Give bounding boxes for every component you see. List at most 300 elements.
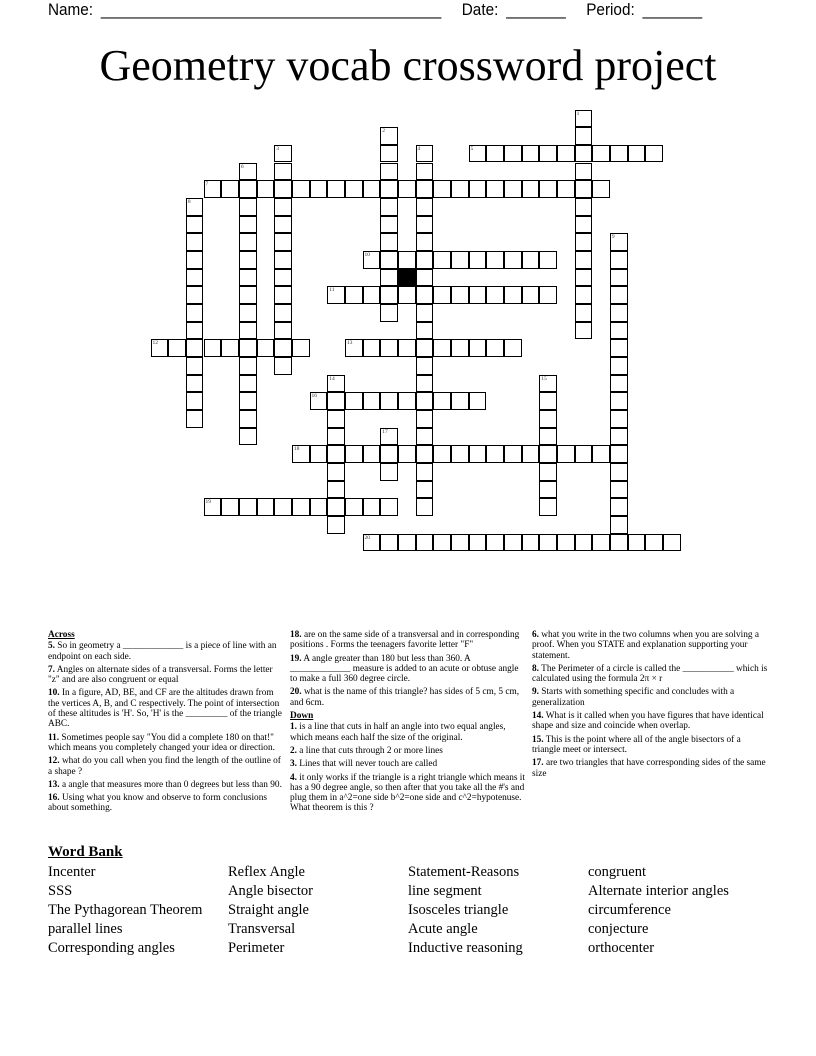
grid-cell[interactable] xyxy=(380,304,398,322)
grid-cell[interactable] xyxy=(557,534,575,552)
down-heading: Down xyxy=(290,711,314,722)
grid-cell[interactable] xyxy=(522,145,540,163)
grid-cell[interactable] xyxy=(257,180,275,198)
grid-cell[interactable] xyxy=(380,198,398,216)
date-label: Date: xyxy=(461,0,499,19)
grid-cell[interactable] xyxy=(451,339,469,357)
grid-cell[interactable] xyxy=(539,428,557,446)
grid-cell[interactable] xyxy=(186,375,204,393)
grid-cell[interactable] xyxy=(486,251,504,269)
grid-cell[interactable] xyxy=(504,534,522,552)
grid-cell[interactable] xyxy=(539,534,557,552)
word-bank-column xyxy=(588,863,729,958)
grid-cell[interactable] xyxy=(363,286,381,304)
grid-cell[interactable] xyxy=(416,428,434,446)
grid-cell[interactable] xyxy=(416,216,434,234)
grid-cell[interactable] xyxy=(539,498,557,516)
grid-cell[interactable] xyxy=(327,481,345,499)
grid-cell[interactable] xyxy=(610,269,628,287)
grid-cell[interactable] xyxy=(363,180,381,198)
grid-cell[interactable] xyxy=(557,445,575,463)
word-bank-term: Transversal xyxy=(228,921,296,937)
grid-cell[interactable] xyxy=(486,445,504,463)
clue-number-label: 13. xyxy=(48,779,60,790)
clue-text: What is it called when you have figures that have identical shape and size and coincide when overlap. xyxy=(532,711,764,732)
grid-cell[interactable] xyxy=(575,269,593,287)
grid-cell[interactable] xyxy=(345,498,363,516)
grid-cell[interactable] xyxy=(292,498,310,516)
clue-text: a line that cuts through 2 or more lines xyxy=(296,745,443,756)
grid-cell[interactable] xyxy=(363,534,381,552)
grid-cell[interactable] xyxy=(363,251,381,269)
grid-cell[interactable] xyxy=(398,180,416,198)
grid-cell[interactable] xyxy=(380,534,398,552)
grid-cell[interactable] xyxy=(610,445,628,463)
clue-number: 12 xyxy=(152,340,158,347)
word-bank-term: Corresponding angles xyxy=(48,940,175,956)
clue-number: 2 xyxy=(382,128,385,135)
grid-cell[interactable] xyxy=(274,145,292,163)
down-clue xyxy=(290,773,528,814)
grid-cell[interactable] xyxy=(380,233,398,251)
clue-number: 6 xyxy=(240,163,244,170)
grid-cell[interactable] xyxy=(274,357,292,375)
grid-cell[interactable] xyxy=(451,180,469,198)
grid-cell[interactable] xyxy=(345,392,363,410)
grid-cell[interactable] xyxy=(151,339,169,357)
clue-text: are on the same side of a transversal and in corresponding positions . Forms the teenagers favorite letter "F" xyxy=(290,630,520,651)
grid-cell[interactable] xyxy=(451,392,469,410)
grid-cell[interactable] xyxy=(610,534,628,552)
word-bank-column xyxy=(408,863,523,958)
grid-cell[interactable] xyxy=(239,304,257,322)
grid-cell[interactable] xyxy=(522,445,540,463)
grid-cell[interactable] xyxy=(274,198,292,216)
grid-cell[interactable] xyxy=(239,233,257,251)
clues-column-3 xyxy=(532,630,770,782)
grid-cell[interactable] xyxy=(539,445,557,463)
clue-text: Sometimes people say "You did a complete 180 on that!" which means you completely changed your idea or direction. xyxy=(48,732,275,753)
grid-cell[interactable] xyxy=(539,286,557,304)
clue-number-label: 16. xyxy=(48,793,60,804)
grid-cell[interactable] xyxy=(380,251,398,269)
grid-cell[interactable] xyxy=(398,251,416,269)
grid-cell[interactable] xyxy=(186,286,204,304)
across-clue xyxy=(48,665,286,686)
grid-cell[interactable] xyxy=(433,251,451,269)
grid-cell[interactable] xyxy=(239,269,257,287)
grid-cell[interactable] xyxy=(274,180,292,198)
grid-cell[interactable] xyxy=(380,163,398,181)
grid-cell[interactable] xyxy=(416,463,434,481)
grid-cell[interactable] xyxy=(628,534,646,552)
grid-cell[interactable] xyxy=(592,534,610,552)
grid-cell[interactable] xyxy=(575,163,593,181)
grid-cell[interactable] xyxy=(327,516,345,534)
grid-cell[interactable] xyxy=(575,534,593,552)
period-field[interactable]: _______ xyxy=(642,0,703,19)
grid-cell[interactable] xyxy=(433,180,451,198)
grid-cell[interactable] xyxy=(610,233,628,251)
grid-cell[interactable] xyxy=(292,180,310,198)
grid-cell[interactable] xyxy=(416,375,434,393)
grid-cell[interactable] xyxy=(416,163,434,181)
grid-cell[interactable] xyxy=(539,481,557,499)
clue-number-label: 11. xyxy=(48,732,60,743)
word-bank-term: Statement-Reasons xyxy=(408,864,520,880)
grid-cell[interactable] xyxy=(416,392,434,410)
grid-cell[interactable] xyxy=(274,163,292,181)
grid-cell[interactable] xyxy=(416,498,434,516)
name-field[interactable]: ________________________________________ xyxy=(100,0,442,19)
grid-cell[interactable] xyxy=(274,251,292,269)
grid-cell[interactable] xyxy=(363,339,381,357)
grid-cell[interactable] xyxy=(363,392,381,410)
grid-cell[interactable] xyxy=(610,428,628,446)
grid-cell[interactable] xyxy=(575,445,593,463)
clue-number-label: 14. xyxy=(532,711,544,722)
grid-cell[interactable] xyxy=(575,198,593,216)
grid-cell[interactable] xyxy=(539,392,557,410)
grid-cell[interactable] xyxy=(416,357,434,375)
clue-number: 5 xyxy=(470,145,474,152)
grid-cell[interactable] xyxy=(380,216,398,234)
grid-cell[interactable] xyxy=(610,392,628,410)
grid-cell[interactable] xyxy=(239,286,257,304)
grid-cell[interactable] xyxy=(327,410,345,428)
grid-cell[interactable] xyxy=(398,286,416,304)
grid-cell[interactable] xyxy=(592,145,610,163)
grid-cell[interactable] xyxy=(486,534,504,552)
grid-cell[interactable] xyxy=(504,339,522,357)
grid-cell[interactable] xyxy=(398,392,416,410)
grid-cell[interactable] xyxy=(274,216,292,234)
clue-number: 4 xyxy=(417,145,421,152)
clue-text: a angle that measures more than 0 degrees but less than 90. xyxy=(59,779,282,790)
grid-cell[interactable] xyxy=(433,534,451,552)
clue-text: In a figure, AD, BE, and CF are the altitudes drawn from the vertices A, B, and C respectively. The point of intersection of these altitudes is 'H'. So, 'H' is the _________ of the triangle ABC. xyxy=(48,688,282,730)
grid-cell[interactable] xyxy=(486,339,504,357)
grid-cell[interactable] xyxy=(610,481,628,499)
grid-cell[interactable] xyxy=(327,392,345,410)
grid-cell[interactable] xyxy=(327,180,345,198)
grid-cell[interactable] xyxy=(575,286,593,304)
clue-number: 8 xyxy=(187,198,191,205)
grid-cell[interactable] xyxy=(610,304,628,322)
grid-cell[interactable] xyxy=(239,198,257,216)
down-clue xyxy=(290,759,528,769)
grid-cell[interactable] xyxy=(327,445,345,463)
grid-cell[interactable] xyxy=(416,145,434,163)
grid-cell[interactable] xyxy=(327,286,345,304)
grid-cell[interactable] xyxy=(186,216,204,234)
grid-cell[interactable] xyxy=(610,251,628,269)
grid-cell[interactable] xyxy=(416,304,434,322)
student-info-header xyxy=(48,0,706,20)
clue-text: is a line that cuts in half an angle into two equal angles, which means each half the size of the original. xyxy=(290,722,506,743)
grid-cell[interactable] xyxy=(522,286,540,304)
name-label: Name: xyxy=(48,0,94,19)
word-bank-term: Perimeter xyxy=(228,940,285,956)
grid-cell[interactable] xyxy=(575,110,593,128)
grid-cell[interactable] xyxy=(274,286,292,304)
grid-cell[interactable] xyxy=(292,339,310,357)
grid-cell[interactable] xyxy=(204,339,222,357)
grid-cell[interactable] xyxy=(274,322,292,340)
grid-cell[interactable] xyxy=(274,233,292,251)
grid-cell[interactable] xyxy=(416,233,434,251)
grid-cell[interactable] xyxy=(186,410,204,428)
grid-cell[interactable] xyxy=(239,163,257,181)
grid-cell[interactable] xyxy=(539,410,557,428)
grid-cell[interactable] xyxy=(416,322,434,340)
grid-cell[interactable] xyxy=(363,445,381,463)
grid-cell[interactable] xyxy=(539,375,557,393)
grid-cell[interactable] xyxy=(416,339,434,357)
clue-number: 13 xyxy=(346,340,353,347)
grid-cell[interactable] xyxy=(345,445,363,463)
grid-cell[interactable] xyxy=(416,180,434,198)
grid-cell[interactable] xyxy=(416,534,434,552)
grid-cell[interactable] xyxy=(274,339,292,357)
grid-cell[interactable] xyxy=(628,145,646,163)
grid-cell[interactable] xyxy=(645,534,663,552)
grid-cell[interactable] xyxy=(575,233,593,251)
grid-cell[interactable] xyxy=(239,339,257,357)
across-clue xyxy=(48,688,286,729)
word-bank-term: conjecture xyxy=(588,921,649,937)
grid-cell[interactable] xyxy=(239,216,257,234)
grid-cell[interactable] xyxy=(575,322,593,340)
across-clue xyxy=(48,733,286,754)
clue-text: The Perimeter of a circle is called the ___________ which is calculated using the formula 2π × r xyxy=(532,663,768,685)
grid-cell[interactable] xyxy=(310,498,328,516)
grid-cell[interactable] xyxy=(204,180,222,198)
grid-cell[interactable] xyxy=(451,445,469,463)
clue-number: 9 xyxy=(611,234,615,241)
across-clue xyxy=(290,630,528,651)
grid-cell[interactable] xyxy=(186,198,204,216)
down-clue xyxy=(532,735,770,756)
grid-cell[interactable] xyxy=(221,498,239,516)
clue-text: Angles on alternate sides of a transversal. Forms the letter "z" and are also congruent or equal xyxy=(48,664,273,686)
grid-cell[interactable] xyxy=(239,180,257,198)
grid-cell[interactable] xyxy=(186,322,204,340)
word-bank-term: Reflex Angle xyxy=(228,864,305,880)
grid-cell[interactable] xyxy=(257,339,275,357)
grid-cell[interactable] xyxy=(345,339,363,357)
grid-cell[interactable] xyxy=(610,357,628,375)
grid-cell[interactable] xyxy=(380,286,398,304)
clues-column-1 xyxy=(48,630,286,817)
grid-cell[interactable] xyxy=(310,445,328,463)
grid-cell[interactable] xyxy=(469,145,487,163)
grid-cell[interactable] xyxy=(645,145,663,163)
word-bank-title: Word Bank xyxy=(48,844,123,860)
grid-cell[interactable] xyxy=(504,145,522,163)
grid-cell[interactable] xyxy=(416,198,434,216)
grid-cell[interactable] xyxy=(522,180,540,198)
grid-cell[interactable] xyxy=(539,463,557,481)
clue-number-label: 17. xyxy=(532,758,544,769)
grid-cell[interactable] xyxy=(433,286,451,304)
grid-cell[interactable] xyxy=(345,180,363,198)
grid-cell[interactable] xyxy=(469,445,487,463)
word-bank-term: parallel lines xyxy=(48,921,123,937)
grid-cell[interactable] xyxy=(327,498,345,516)
grid-cell[interactable] xyxy=(539,251,557,269)
down-clue xyxy=(532,630,770,661)
grid-cell[interactable] xyxy=(186,269,204,287)
grid-cell[interactable] xyxy=(663,534,681,552)
grid-cell[interactable] xyxy=(610,410,628,428)
grid-cell[interactable] xyxy=(274,269,292,287)
grid-cell[interactable] xyxy=(239,322,257,340)
clue-number: 1 xyxy=(576,110,580,117)
grid-cell[interactable] xyxy=(168,339,186,357)
grid-cell[interactable] xyxy=(575,251,593,269)
clue-number: 11 xyxy=(329,287,335,294)
grid-cell[interactable] xyxy=(380,428,398,446)
grid-cell[interactable] xyxy=(416,481,434,499)
grid-cell[interactable] xyxy=(486,286,504,304)
grid-cell[interactable] xyxy=(221,180,239,198)
grid-cell[interactable] xyxy=(451,534,469,552)
grid-cell[interactable] xyxy=(575,216,593,234)
grid-cell[interactable] xyxy=(380,339,398,357)
grid-cell[interactable] xyxy=(504,251,522,269)
grid-cell[interactable] xyxy=(186,392,204,410)
grid-cell[interactable] xyxy=(310,392,328,410)
grid-cell[interactable] xyxy=(239,410,257,428)
grid-cell[interactable] xyxy=(416,286,434,304)
grid-cell[interactable] xyxy=(327,463,345,481)
grid-cell[interactable] xyxy=(575,304,593,322)
grid-cell[interactable] xyxy=(610,286,628,304)
grid-cell[interactable] xyxy=(345,286,363,304)
grid-cell[interactable] xyxy=(239,251,257,269)
grid-cell[interactable] xyxy=(380,127,398,145)
grid-cell[interactable] xyxy=(504,286,522,304)
grid-cell[interactable] xyxy=(469,392,487,410)
grid-cell[interactable] xyxy=(610,498,628,516)
grid-cell[interactable] xyxy=(575,127,593,145)
grid-cell[interactable] xyxy=(380,463,398,481)
grid-cell[interactable] xyxy=(469,286,487,304)
grid-cell[interactable] xyxy=(592,445,610,463)
grid-cell[interactable] xyxy=(433,392,451,410)
grid-cell[interactable] xyxy=(522,534,540,552)
grid-cell[interactable] xyxy=(469,534,487,552)
grid-cell[interactable] xyxy=(398,339,416,357)
grid-cell[interactable] xyxy=(186,339,204,357)
clue-number: 18 xyxy=(293,446,300,453)
grid-cell[interactable] xyxy=(292,445,310,463)
word-bank-term: Inductive reasoning xyxy=(408,940,523,956)
grid-cell[interactable] xyxy=(486,145,504,163)
grid-cell[interactable] xyxy=(274,304,292,322)
grid-cell[interactable] xyxy=(416,410,434,428)
page-title: Geometry vocab crossword project xyxy=(99,41,717,90)
grid-cell[interactable] xyxy=(433,339,451,357)
grid-cell[interactable] xyxy=(557,180,575,198)
grid-cell[interactable] xyxy=(610,322,628,340)
grid-cell[interactable] xyxy=(610,516,628,534)
date-field[interactable]: _______ xyxy=(506,0,566,19)
grid-cell[interactable] xyxy=(504,445,522,463)
grid-cell[interactable] xyxy=(327,375,345,393)
grid-cell[interactable] xyxy=(186,304,204,322)
grid-cell[interactable] xyxy=(239,375,257,393)
grid-cell[interactable] xyxy=(610,463,628,481)
down-clue xyxy=(532,664,770,685)
word-bank-term: Straight angle xyxy=(228,902,309,918)
grid-cell[interactable] xyxy=(380,180,398,198)
grid-cell[interactable] xyxy=(239,392,257,410)
grid-cell[interactable] xyxy=(539,145,557,163)
clue-text: Using what you know and observe to form conclusions about something. xyxy=(48,793,267,814)
grid-cell[interactable] xyxy=(204,498,222,516)
grid-cell[interactable] xyxy=(239,428,257,446)
grid-cell[interactable] xyxy=(610,145,628,163)
down-clue xyxy=(532,711,770,732)
grid-cell[interactable] xyxy=(610,375,628,393)
grid-cell[interactable] xyxy=(239,357,257,375)
word-bank-term: Incenter xyxy=(48,864,96,880)
grid-cell[interactable] xyxy=(274,498,292,516)
grid-cell[interactable] xyxy=(557,145,575,163)
grid-cell[interactable] xyxy=(522,251,540,269)
grid-cell[interactable] xyxy=(416,251,434,269)
across-clue xyxy=(48,780,286,790)
grid-cell[interactable] xyxy=(380,392,398,410)
grid-cell[interactable] xyxy=(380,145,398,163)
grid-cell[interactable] xyxy=(610,339,628,357)
grid-cell[interactable] xyxy=(416,445,434,463)
grid-cell[interactable] xyxy=(310,180,328,198)
grid-cell[interactable] xyxy=(575,145,593,163)
grid-cell[interactable] xyxy=(186,233,204,251)
grid-cell[interactable] xyxy=(451,251,469,269)
down-clue xyxy=(532,758,770,779)
grid-cell[interactable] xyxy=(363,498,381,516)
grid-cell[interactable] xyxy=(433,445,451,463)
grid-cell[interactable] xyxy=(327,428,345,446)
grid-cell[interactable] xyxy=(416,269,434,287)
grid-cell[interactable] xyxy=(380,445,398,463)
grid-cell[interactable] xyxy=(469,251,487,269)
grid-cell[interactable] xyxy=(469,339,487,357)
grid-cell[interactable] xyxy=(398,534,416,552)
grid-cell[interactable] xyxy=(186,251,204,269)
clues-column-2 xyxy=(290,630,528,817)
grid-cell[interactable] xyxy=(486,180,504,198)
grid-cell[interactable] xyxy=(257,498,275,516)
grid-cell[interactable] xyxy=(380,269,398,287)
grid-cell[interactable] xyxy=(539,180,557,198)
grid-cell[interactable] xyxy=(398,445,416,463)
clue-number: 15 xyxy=(541,375,547,382)
grid-cell[interactable] xyxy=(575,180,593,198)
grid-cell[interactable] xyxy=(592,180,610,198)
grid-cell[interactable] xyxy=(451,286,469,304)
grid-cell[interactable] xyxy=(380,498,398,516)
grid-cell[interactable] xyxy=(469,180,487,198)
grid-cell[interactable] xyxy=(186,357,204,375)
grid-cell[interactable] xyxy=(504,180,522,198)
grid-cell[interactable] xyxy=(239,498,257,516)
grid-cell[interactable] xyxy=(221,339,239,357)
